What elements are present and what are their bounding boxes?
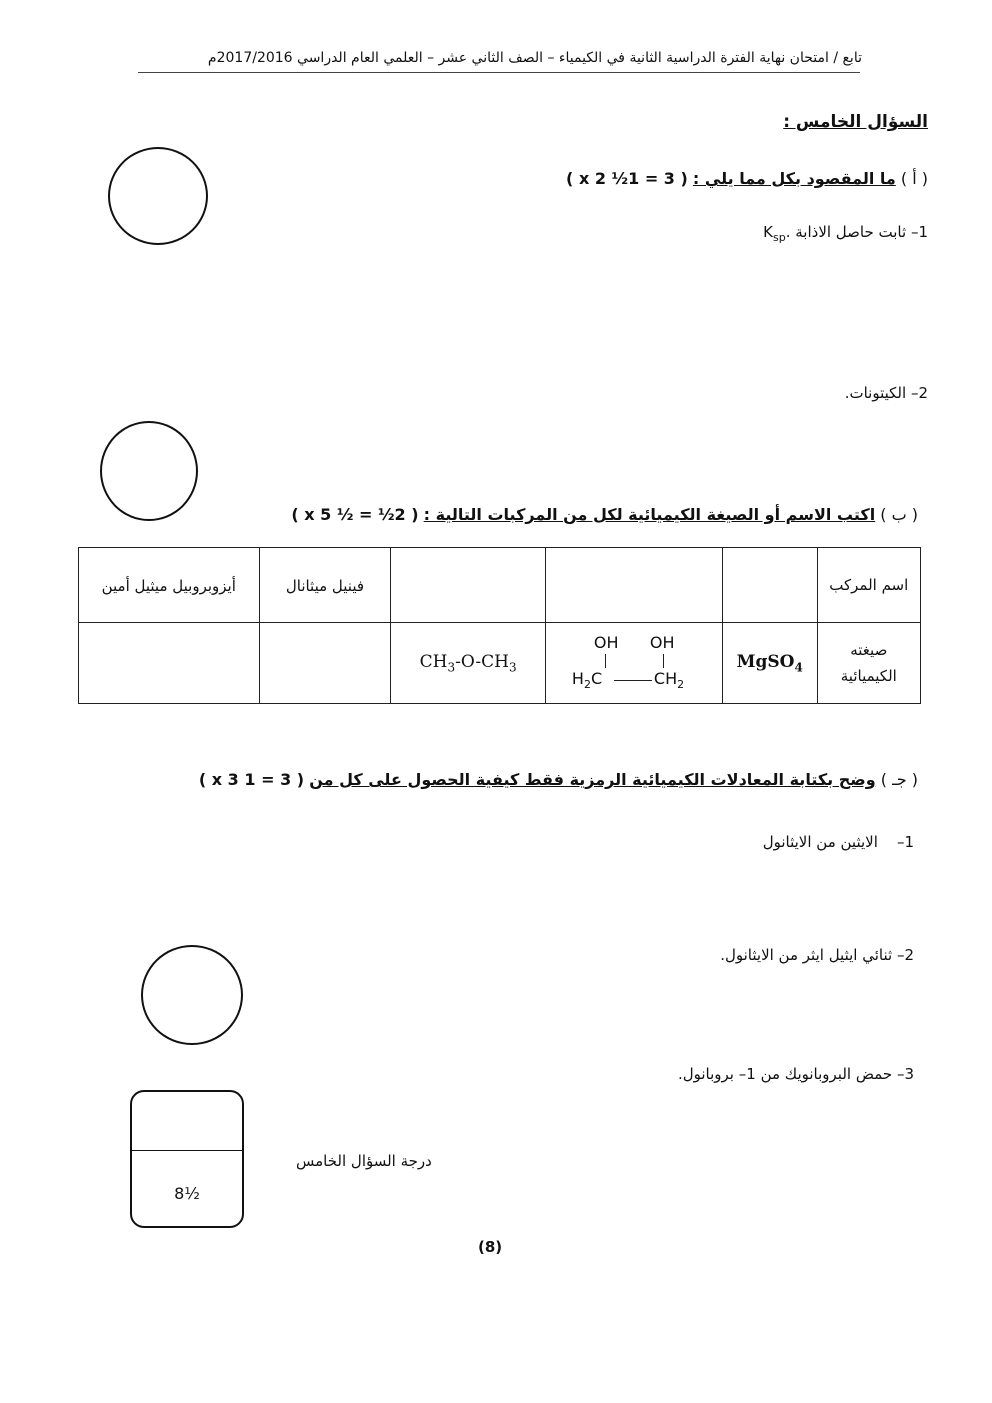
name-cell-phenyl-methanal: فينيل ميثانال [259, 548, 391, 623]
name-cell-isopropyl-methyl-amine: أيزوبروبيل ميثيل أمين [79, 548, 260, 623]
item-text: الكيتونات. [844, 384, 907, 402]
formula-cell-glycol [545, 623, 722, 704]
item-number: 3– [896, 1065, 914, 1083]
oh-label-1: OH [593, 633, 619, 652]
mark-circle-a [108, 147, 208, 245]
compounds-table [78, 547, 921, 704]
mark-circle-c [141, 945, 243, 1045]
oh-label-2: OH [649, 633, 675, 652]
part-b-heading [291, 505, 918, 524]
part-c-item-2 [720, 946, 914, 964]
item-text: الايثين من الايثانول [762, 833, 878, 851]
mark-circle-b [100, 421, 198, 521]
item-number: 2– [896, 946, 914, 964]
row-header-formula: صيغته الكيميائية [817, 623, 920, 704]
item-text: ثابت حاصل الاذابة [795, 223, 907, 241]
row-header-name: اسم المركب [817, 548, 920, 623]
formula-cell-blank-amine[interactable] [79, 623, 260, 704]
names-row [79, 548, 921, 623]
part-a-item-1 [763, 223, 928, 244]
mgso4-formula: MgSO$_4$ [736, 651, 803, 675]
formula-cell-blank-aldehyde[interactable] [259, 623, 391, 704]
part-c-item-3 [678, 1065, 914, 1083]
formulas-row [79, 623, 921, 704]
question-title: السؤال الخامس : [783, 112, 928, 132]
part-c-heading [199, 770, 918, 789]
page-number: (8) [478, 1238, 503, 1256]
left-carbon-group: $H_2C$ [571, 669, 603, 692]
part-b-label: ( ب ) [880, 505, 918, 524]
part-a-prompt: ما المقصود بكل مما يلي : [692, 169, 896, 188]
ksp-symbol: $K_{sp}$. [763, 223, 791, 244]
item-number: 2– [910, 384, 928, 402]
formula-cell-ether [391, 623, 546, 704]
part-a-label: ( أ ) [900, 169, 928, 188]
item-text: حمض البروبانويك من 1– بروبانول. [677, 1065, 893, 1083]
part-c-marks: ( 3 = 1 x 3 ) [198, 770, 305, 789]
part-c-item-1 [763, 833, 914, 851]
part-b-marks: ( 2½ = ½ x 5 ) [291, 505, 419, 524]
exam-header: تابع / امتحان نهاية الفترة الدراسية الثانية في الكيمياء – الصف الثاني عشر – العلمي العام الدراسي 2017/2016م [207, 50, 862, 66]
score-box [130, 1090, 244, 1228]
name-cell-blank-glycol[interactable] [545, 548, 722, 623]
part-c-label: ( جـ ) [880, 770, 918, 789]
item-number: 1– [910, 223, 928, 241]
ether-formula: $CH_3-O-CH_3$ [419, 651, 517, 675]
score-label: درجة السؤال الخامس [296, 1152, 432, 1170]
item-text: ثنائي ايثيل ايثر من الايثانول. [720, 946, 893, 964]
name-cell-blank-ether[interactable] [391, 548, 546, 623]
part-a-heading [566, 169, 928, 188]
part-b-prompt: اكتب الاسم أو الصيغة الكيميائية لكل من المركبات التالية : [423, 505, 876, 524]
part-a-item-2 [845, 384, 928, 402]
right-carbon-group: $CH_2$ [653, 669, 685, 692]
bond-horizontal [614, 680, 652, 681]
bond-vertical-2 [663, 654, 664, 668]
part-c-prompt: وضح بكتابة المعادلات الكيميائية الرمزية فقط كيفية الحصول على كل من [309, 770, 876, 789]
part-a-marks: ( 3 = 1½ x 2 ) [566, 169, 688, 188]
item-number: 1– [896, 833, 914, 851]
formula-cell-mgso4 [722, 623, 817, 704]
header-rule [138, 72, 860, 73]
bond-vertical-1 [605, 654, 606, 668]
score-value: 8½ [174, 1184, 200, 1203]
score-box-divider [132, 1150, 242, 1151]
glycol-structure [546, 623, 722, 703]
name-cell-blank-mgso4[interactable] [722, 548, 817, 623]
